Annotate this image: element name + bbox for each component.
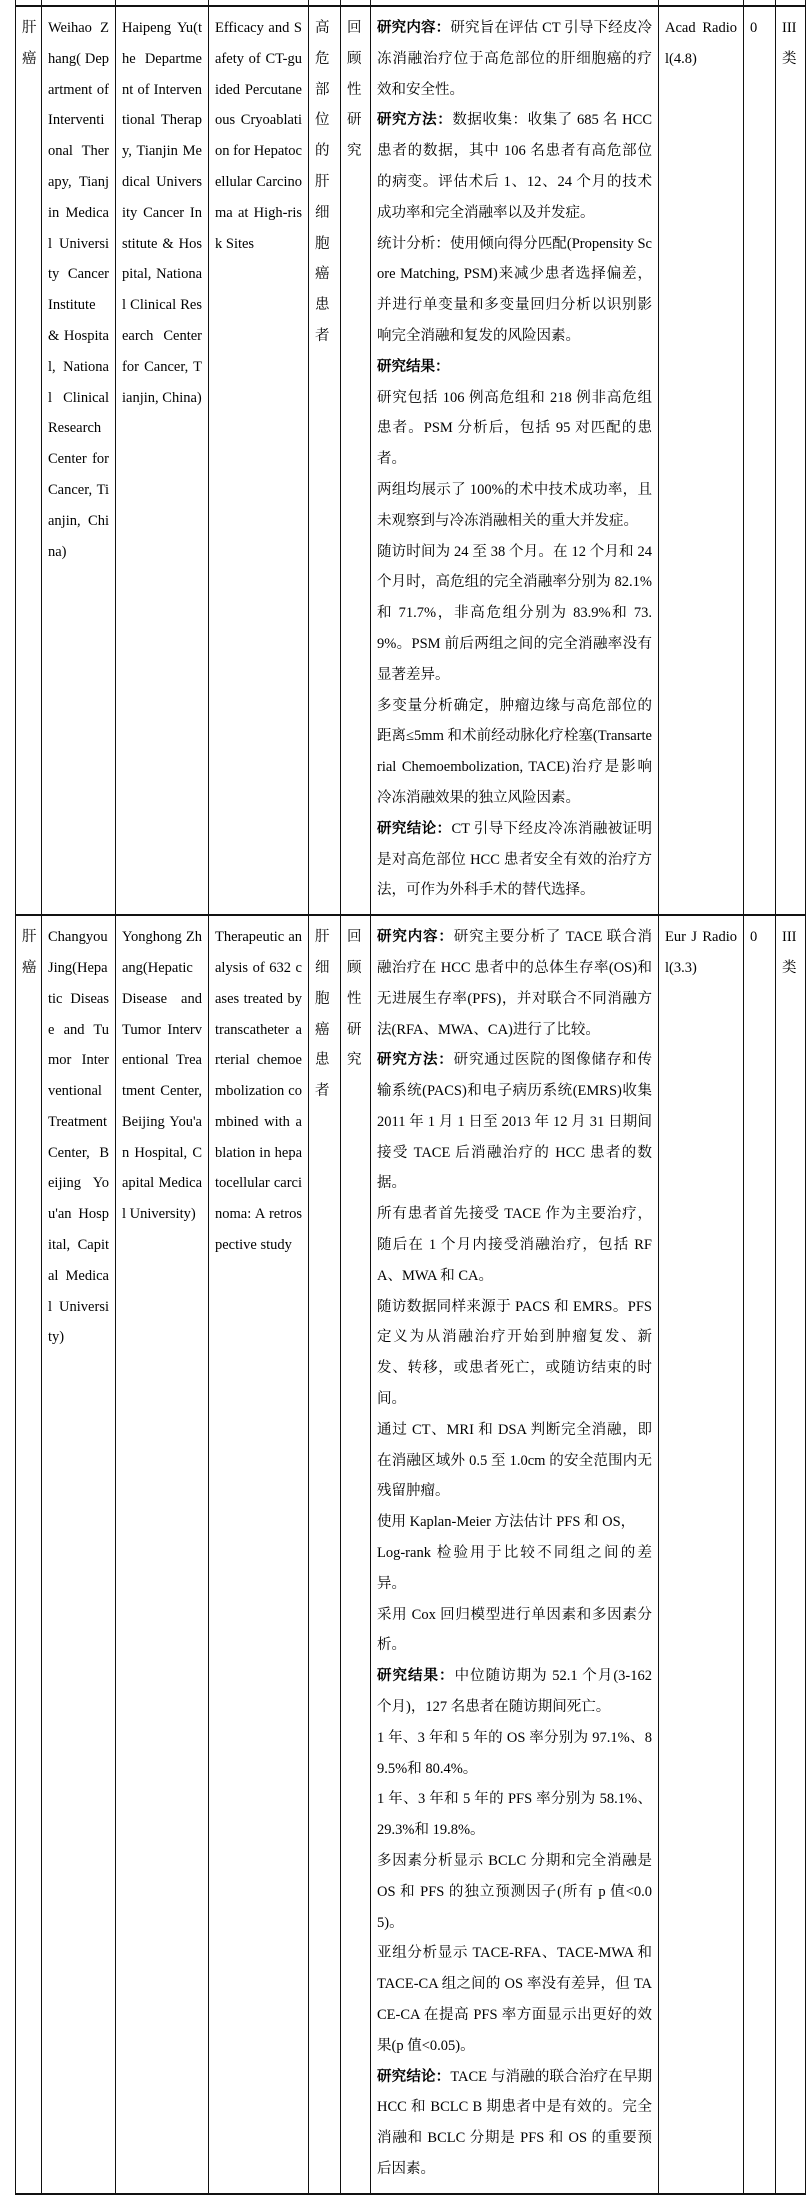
citation-count-cell: 0 bbox=[744, 915, 776, 2194]
content-paragraph: 采用 Cox 回归模型进行单因素和多因素分析。 bbox=[377, 1606, 652, 1654]
content-paragraph: 研究结论：CT 引导下经皮冷冻消融被证明是对高危部位 HCC 患者安全有效的治疗方法，可作为外科手术的替代选择。 bbox=[377, 820, 653, 899]
population-cell: 高危部位的肝细胞癌患者 bbox=[309, 6, 341, 915]
content-paragraph: 研究方法：数据收集：收集了 685 名 HCC 患者的数据，其中 106 名患者有高危部位的病变。评估术后 1、12、24 个月的技术成功率和完全消融率以及并发症。 bbox=[377, 112, 652, 221]
corresponding-author-cell: Haipeng Yu(the Department of Interventional Therapy, Tianjin Medical University Cancer Institute & Hospital, National Clinical Research Center for Cancer, Tianjin, China) bbox=[116, 6, 209, 915]
first-author-cell: Weihao Zhang( Department of Interventional Therapy, Tianjin Medical University Cancer Institute & Hospital, National Clinical Research Center for Cancer, Tianjin, China) bbox=[42, 6, 116, 915]
study-title-cell: Efficacy and Safety of CT-guided Percutaneous Cryoablation for Hepatocellular Carcinoma at High-risk Sites bbox=[209, 6, 309, 915]
content-paragraph: 两组均展示了 100%的术中技术成功率，且未观察到与冷冻消融相关的重大并发症。 bbox=[377, 481, 652, 529]
journal-cell: Eur J Radiol(3.3) bbox=[659, 915, 744, 2194]
content-paragraph: 通过 CT、MRI 和 DSA 判断完全消融，即在消融区域外 0.5 至 1.0cm 的安全范围内无残留肿瘤。 bbox=[377, 1421, 652, 1500]
study-summary-cell bbox=[371, 915, 659, 2194]
content-paragraph: 多变量分析确定，肿瘤边缘与高危部位的距离≤5mm 和术前经动脉化疗栓塞(Transarterial Chemoembolization, TACE)治疗是影响冷冻消融效果的独立风险因素。 bbox=[377, 697, 652, 806]
content-paragraph: 所有患者首先接受 TACE 作为主要治疗，随后在 1 个月内接受消融治疗，包括 RFA、MWA 和 CA。 bbox=[377, 1206, 652, 1284]
study-design-cell: 回顾性研究 bbox=[341, 915, 371, 2194]
study-summary-cell bbox=[371, 6, 659, 915]
content-paragraph: 研究方法：研究通过医院的图像储存和传输系统(PACS)和电子病历系统(EMRS)收集 2011 年 1 月 1 日至 2013 年 12 月 31 日期间接受 TACE 后消融治疗的 HCC 患者的数据。 bbox=[377, 1052, 653, 1192]
journal-cell: Acad Radiol(4.8) bbox=[659, 6, 744, 915]
cancer-type-cell: 肝癌 bbox=[16, 915, 42, 2194]
table-row bbox=[16, 915, 806, 2194]
content-paragraph: 亚组分析显示 TACE-RFA、TACE-MWA 和 TACE-CA 组之间的 OS 率没有差异，但 TACE-CA 在提高 PFS 率方面显示出更好的效果(p 值<0.05)。 bbox=[377, 1945, 652, 2054]
first-author-cell: Changyou Jing(Hepatic Disease and Tumor Interventional Treatment Center, Beijing You'an Hospital, Capital Medical University) bbox=[42, 915, 116, 2194]
content-paragraph: 研究结论：TACE 与消融的联合治疗在早期 HCC 和 BCLC B 期患者中是有效的。完全消融和 BCLC 分期是 PFS 和 OS 的重要预后因素。 bbox=[377, 2068, 653, 2177]
table-row bbox=[16, 6, 806, 915]
content-paragraph: 研究内容：研究旨在评估 CT 引导下经皮冷冻消融治疗位于高危部位的肝细胞癌的疗效和安全性。 bbox=[377, 20, 653, 98]
population-cell: 肝细胞癌患者 bbox=[309, 915, 341, 2194]
study-title-cell: Therapeutic analysis of 632 cases treated by transcatheter arterial chemoembolization combined with ablation in hepatocellular carcinoma: A retrospective study bbox=[209, 915, 309, 2194]
evidence-class-cell: III 类 bbox=[776, 915, 806, 2194]
content-paragraph: 统计分析：使用倾向得分匹配(Propensity Score Matching, PSM)来减少患者选择偏差，并进行单变量和多变量回归分析以识别影响完全消融和复发的风险因素。 bbox=[377, 235, 652, 344]
studies-table bbox=[15, 0, 806, 2195]
content-paragraph: Log-rank 检验用于比较不同组之间的差异。 bbox=[377, 1545, 652, 1592]
content-paragraph: 1 年、3 年和 5 年的 OS 率分别为 97.1%、89.5%和 80.4%。 bbox=[377, 1729, 652, 1777]
content-paragraph: 研究内容：研究主要分析了 TACE 联合消融治疗在 HCC 患者中的总体生存率(OS)和无进展生存率(PFS)，并对联合不同消融方法(RFA、MWA、CA)进行了比较。 bbox=[377, 929, 652, 1038]
content-paragraph: 使用 Kaplan-Meier 方法估计 PFS 和 OS， bbox=[377, 1514, 636, 1531]
content-paragraph: 研究结果：中位随访期为 52.1 个月(3-162 个月)，127 名患者在随访期间死亡。 bbox=[377, 1668, 652, 1716]
cancer-type-cell: 肝癌 bbox=[16, 6, 42, 915]
content-paragraph: 1 年、3 年和 5 年的 PFS 率分别为 58.1%、29.3%和 19.8%。 bbox=[377, 1791, 652, 1839]
content-paragraph: 研究包括 106 例高危组和 218 例非高危组患者。PSM 分析后，包括 95 对匹配的患者。 bbox=[377, 389, 652, 468]
content-paragraph: 随访数据同样来源于 PACS 和 EMRS。PFS 定义为从消融治疗开始到肿瘤复发、新发、转移，或患者死亡，或随访结束的时间。 bbox=[377, 1298, 652, 1408]
content-paragraph: 多因素分析显示 BCLC 分期和完全消融是 OS 和 PFS 的独立预测因子(所有 p 值<0.05)。 bbox=[377, 1853, 652, 1931]
content-paragraph: 研究结果： bbox=[377, 358, 450, 375]
evidence-class-cell: III 类 bbox=[776, 6, 806, 915]
corresponding-author-cell: Yonghong Zhang(Hepatic Disease and Tumor Interventional Treatment Center, Beijing You'an Hospital, Capital Medical University) bbox=[116, 915, 209, 2194]
citation-count-cell: 0 bbox=[744, 6, 776, 915]
study-design-cell: 回顾性研究 bbox=[341, 6, 371, 915]
content-paragraph: 随访时间为 24 至 38 个月。在 12 个月和 24 个月时，高危组的完全消融率分别为 82.1%和 71.7%，非高危组分别为 83.9%和 73.9%。PSM 前后两组之间的完全消融率没有显著差异。 bbox=[377, 543, 652, 683]
